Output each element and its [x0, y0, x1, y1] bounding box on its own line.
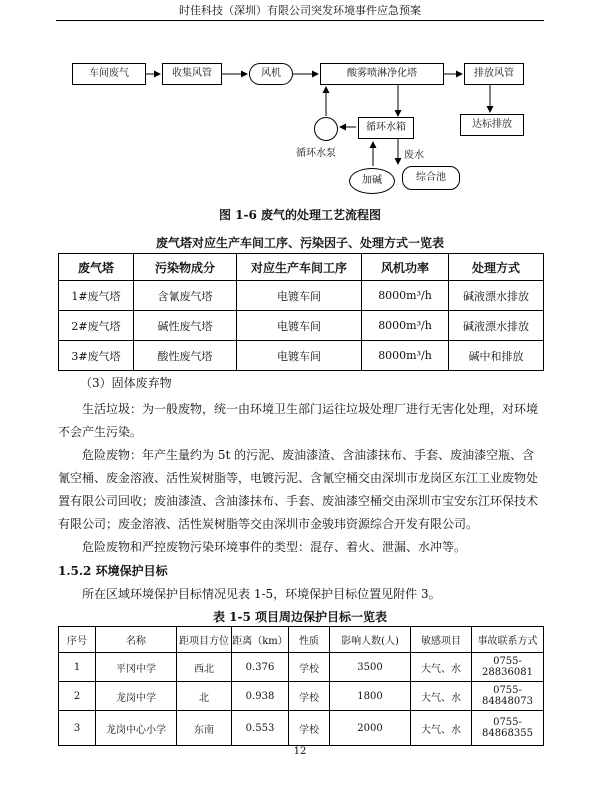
table-cell: 1#废气塔 — [59, 281, 134, 311]
node-exhaust-duct: 排放风管 — [464, 63, 524, 85]
table-cell: 大气、水 — [411, 653, 472, 682]
table2-header: 事故联系方式 — [472, 627, 544, 653]
waste-water-label: 废水 — [404, 150, 424, 161]
table-cell: 1800 — [330, 682, 411, 711]
table-cell: 含氰废气塔 — [134, 281, 237, 311]
table-cell: 平冈中学 — [96, 653, 177, 682]
table-cell: 8000m³/h — [362, 341, 449, 371]
page-number: 12 — [293, 746, 307, 757]
table-cell: 0755-28836081 — [472, 653, 544, 682]
table1-header: 风机功率 — [362, 254, 449, 281]
table2-title: 表 1-5 项目周边保护目标一览表 — [212, 610, 388, 624]
section-text: 所在区域环境保护目标情况见表 1-5，环境保护目标位置见附件 3。 — [82, 587, 441, 601]
table-cell: 东南 — [177, 711, 232, 746]
table-cell: 0.938 — [232, 682, 289, 711]
table-cell: 2000 — [330, 711, 411, 746]
table-cell: 3500 — [330, 653, 411, 682]
pump-circle — [314, 117, 338, 141]
table-row — [59, 682, 544, 711]
table-cell: 碱性废气塔 — [134, 311, 237, 341]
table-cell: 大气、水 — [411, 682, 472, 711]
table-cell: 2 — [59, 682, 96, 711]
table-cell: 学校 — [289, 711, 330, 746]
table1-header: 处理方式 — [449, 254, 544, 281]
node-pool: 综合池 — [402, 166, 460, 190]
table2-header: 性质 — [289, 627, 330, 653]
paragraph-waste-event-types: 危险废物和严控废物污染环境事件的类型：混存、着火、泄漏、水冲等。 — [82, 540, 467, 554]
table2-header: 名称 — [96, 627, 177, 653]
table-cell: 8000m³/h — [362, 281, 449, 311]
table-cell: 0.553 — [232, 711, 289, 746]
table2-header: 距项目方位 — [177, 627, 232, 653]
table-cell: 3 — [59, 711, 96, 746]
table2-header: 敏感项目 — [411, 627, 472, 653]
table-cell: 西北 — [177, 653, 232, 682]
pump-label: 循环水泵 — [296, 148, 336, 159]
table-cell: 电镀车间 — [237, 311, 362, 341]
table-cell: 0.376 — [232, 653, 289, 682]
node-collect-duct: 收集风管 — [162, 63, 222, 85]
table-cell: 龙岗中学 — [96, 682, 177, 711]
table-cell: 大气、水 — [411, 711, 472, 746]
table-cell: 0755-84868355 — [472, 711, 544, 746]
table-cell: 电镀车间 — [237, 281, 362, 311]
flow-connectors — [0, 0, 600, 220]
table2-header: 影响人数(人) — [330, 627, 411, 653]
table-cell: 电镀车间 — [237, 341, 362, 371]
table-cell: 3#废气塔 — [59, 341, 134, 371]
paragraph-hazardous-waste: 危险废物：年产生量约为 5t 的污泥、废油漆渣、含油漆抹布、手套、废油漆空瓶、含氰空桶、废金溶液、活性炭树脂等，电镀污泥、含氰空桶交由深圳市龙岗区东江工业废物处置有限公司回收；废油漆渣、含油漆抹布、手套、废油漆空桶交由深圳市宝安东江环保技术有限公司；废金溶液、活性炭树脂等交由深圳市金骏玮资源综合开发有限公司。 — [58, 448, 539, 531]
node-circ-tank: 循环水箱 — [358, 117, 414, 139]
table2-header: 序号 — [59, 627, 96, 653]
table1-header: 废气塔 — [59, 254, 134, 281]
table-cell: 碱液漂水排放 — [449, 311, 544, 341]
table-cell: 0755-84848073 — [472, 682, 544, 711]
node-workshop-gas: 车间废气 — [72, 63, 146, 85]
table-cell: 2#废气塔 — [59, 311, 134, 341]
figure-caption: 图 1-6 废气的处理工艺流程图 — [218, 208, 382, 222]
table1-header: 污染物成分 — [134, 254, 237, 281]
table-cell: 学校 — [289, 653, 330, 682]
table-cell: 碱液漂水排放 — [449, 281, 544, 311]
table-cell: 碱中和排放 — [449, 341, 544, 371]
table-row — [59, 281, 544, 311]
table-row — [59, 341, 544, 371]
table-cell: 学校 — [289, 682, 330, 711]
table-row — [59, 711, 544, 746]
table-cell: 龙岗中心小学 — [96, 711, 177, 746]
section-heading: 1.5.2 环境保护目标 — [58, 564, 168, 578]
table1 — [58, 253, 544, 371]
table-cell: 酸性废气塔 — [134, 341, 237, 371]
paragraph-domestic-waste: 生活垃圾：为一般废物，统一由环境卫生部门运往垃圾处理厂进行无害化处理，对环境不会产生污染。 — [58, 402, 539, 439]
table2-header: 距离（km） — [232, 627, 289, 653]
table-cell: 北 — [177, 682, 232, 711]
node-standard-discharge: 达标排放 — [460, 114, 524, 136]
table-cell: 1 — [59, 653, 96, 682]
table-row — [59, 653, 544, 682]
table2 — [58, 626, 544, 746]
node-fan: 风机 — [249, 63, 293, 85]
table1-header: 对应生产车间工序 — [237, 254, 362, 281]
node-tower: 酸雾喷淋净化塔 — [320, 63, 444, 85]
table1-title: 废气塔对应生产车间工序、污染因子、处理方式一览表 — [155, 236, 444, 250]
table-row — [59, 311, 544, 341]
page-header: 时佳科技（深圳）有限公司突发环境事件应急预案 — [56, 2, 544, 21]
node-add-alkali: 加碱 — [349, 168, 395, 194]
solid-waste-heading: （3）固体废弃物 — [80, 376, 172, 390]
table-cell: 8000m³/h — [362, 311, 449, 341]
